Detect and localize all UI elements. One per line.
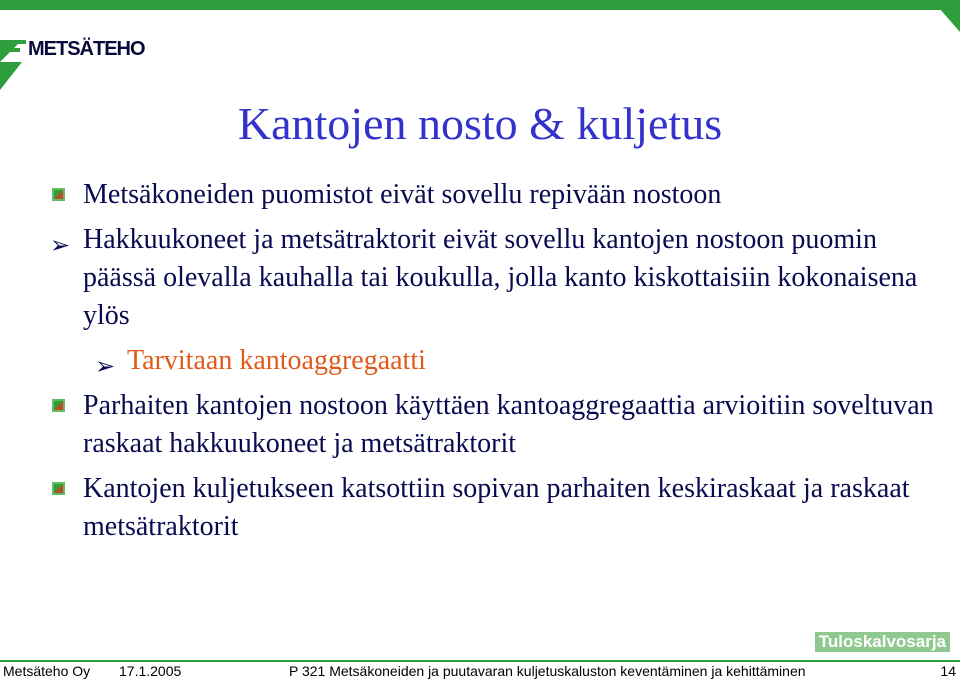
square-bullet-icon [52, 482, 65, 495]
square-bullet-icon [52, 188, 65, 201]
list-item [0, 387, 940, 463]
metsateho-logo [0, 36, 145, 62]
bullet-text: Kantojen kuljetukseen katsottiin sopivan parhaiten keskiraskaat ja raskaat metsätraktorit [83, 473, 910, 542]
list-item [0, 176, 940, 214]
page-number: 14 [940, 663, 956, 679]
tree-logo-icon [0, 36, 26, 62]
footer-organization: Metsäteho Oy [3, 663, 91, 679]
square-bullet-icon [52, 399, 65, 412]
logo-text: METSÄTEHO [28, 37, 145, 60]
left-decoration [0, 62, 24, 92]
list-item [0, 470, 940, 546]
bullet-list [0, 176, 940, 553]
footer [0, 662, 960, 679]
bullet-text: Hakkuukoneet ja metsätraktorit eivät sovellu kantojen nostoon puomin päässä olevalla kauhalla tai koukulla, jolla kanto kiskottaisiin kokonaisena ylös [83, 224, 918, 331]
list-item [0, 221, 940, 335]
footer-series-label: Tuloskalvosarja [815, 632, 950, 652]
corner-decoration [932, 0, 960, 32]
arrow-bullet-icon: ➢ [95, 352, 116, 380]
footer-date: 17.1.2005 [119, 663, 182, 679]
top-green-band [0, 0, 960, 10]
footer-project: P 321 Metsäkoneiden ja puutavaran kuljetuskaluston keventäminen ja kehittäminen [289, 663, 806, 679]
bullet-text: Parhaiten kantojen nostoon käyttäen kantoaggregaattia arvioitiin soveltuvan raskaat hakkuukoneet ja metsätraktorit [83, 390, 934, 459]
list-item [0, 342, 940, 380]
bullet-text: Tarvitaan kantoaggregaatti [127, 345, 426, 376]
slide-title: Kantojen nosto & kuljetus [237, 98, 723, 149]
bullet-text: Metsäkoneiden puomistot eivät sovellu repivään nostoon [83, 179, 722, 210]
arrow-bullet-icon: ➢ [50, 231, 71, 259]
